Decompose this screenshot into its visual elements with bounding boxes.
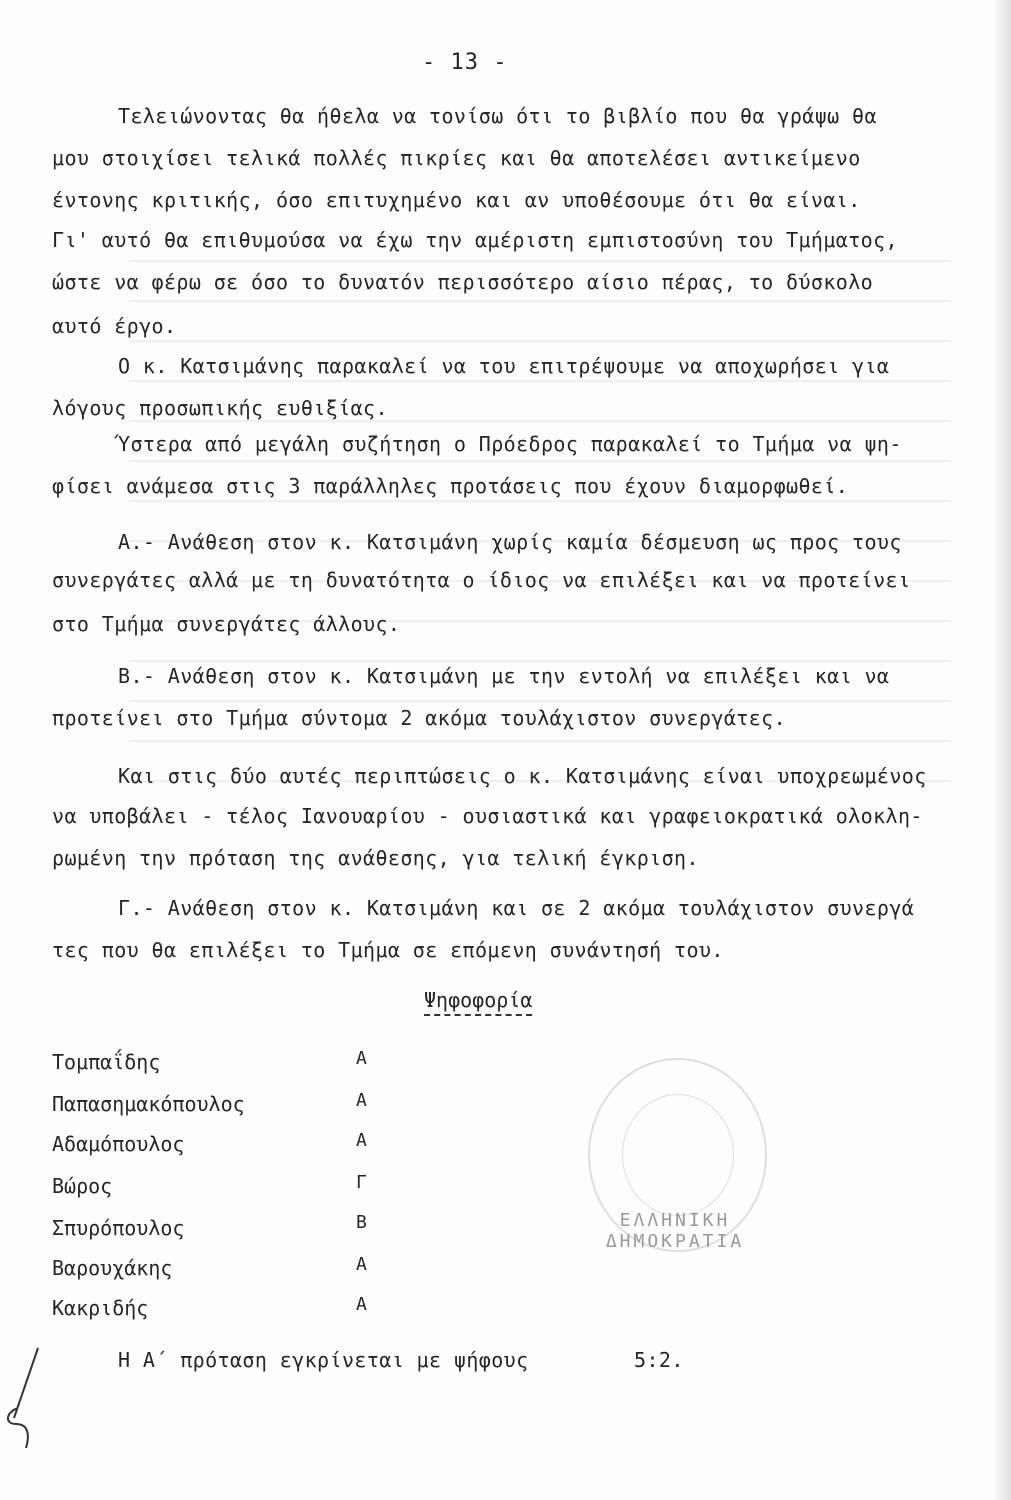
text-line: τες που θα επιλέξει το Τμήμα σε επόμενη συνάντησή του.	[52, 938, 724, 962]
voter-name: Βώρος	[52, 1174, 113, 1198]
text-line: Τελειώνοντας θα ήθελα να τονίσω ότι το βιβλίο που θα γράψω θα	[118, 104, 877, 128]
text-line: στο Τμήμα συνεργάτες άλλους.	[52, 612, 401, 636]
text-line: προτείνει στο Τμήμα σύντομα 2 ακόμα τουλάχιστον συνεργάτες.	[52, 706, 787, 730]
text-line: λόγους προσωπικής ευθιξίας.	[52, 396, 388, 420]
result-text: Η Α΄ πρόταση εγκρίνεται με ψήφους	[118, 1348, 529, 1372]
voter-name: Βαρουχάκης	[52, 1256, 173, 1280]
voter-vote: Α	[356, 1254, 367, 1275]
proposal-b-line: Β.- Ανάθεση στον κ. Κατσιμάνη με την εντολή να επιλέξει και να	[118, 664, 890, 688]
text-line: Ο κ. Κατσιμάνης παρακαλεί να του επιτρέψουμε να αποχωρήσει για	[118, 354, 890, 378]
voter-name: Τομπαΐδης	[52, 1050, 161, 1074]
text-line: Ύστερα από μεγάλη συζήτηση ο Πρόεδρος παρακαλεί το Τμήμα να ψη-	[118, 432, 902, 456]
voter-name: Κακριδής	[52, 1296, 149, 1320]
text-line: Γι' αυτό θα επιθυμούσα να έχω την αμέριστη εμπιστοσύνη του Τμήματος,	[52, 228, 898, 252]
proposal-c-line: Γ.- Ανάθεση στον κ. Κατσιμάνη και σε 2 ακόμα τουλάχιστον συνεργά	[118, 896, 915, 920]
voter-vote: Β	[356, 1212, 367, 1233]
text-line: ρωμένη την πρόταση της ανάθεσης, για τελική έγκριση.	[52, 846, 699, 870]
voter-vote: Α	[356, 1130, 367, 1151]
text-line: να υποβάλει - τέλος Ιανουαρίου - ουσιαστικά και γραφειοκρατικά ολοκλη-	[52, 804, 923, 828]
text-line: Και στις δύο αυτές περιπτώσεις ο κ. Κατσιμάνης είναι υποχρεωμένος	[118, 764, 927, 788]
text-line: ώστε να φέρω σε όσο το δυνατόν περισσότερο αίσιο πέρας, το δύσκολο	[52, 270, 874, 294]
voter-name: Αδαμόπουλος	[52, 1132, 185, 1156]
voter-name: Σπυρόπουλος	[52, 1216, 185, 1240]
seal-inner-ring	[622, 1094, 734, 1216]
text-line: αυτό έργο.	[52, 314, 177, 338]
text-line: έντονης κριτικής, όσο επιτυχημένο και αν υποθέσουμε ότι θα είναι.	[52, 188, 861, 212]
result-score: 5:2.	[634, 1348, 684, 1372]
margin-pen-mark	[0, 1340, 60, 1450]
seal-text: ΕΛΛΗΝΙΚΗ ΔΗΜΟΚΡΑΤΙΑ	[605, 1210, 745, 1252]
voter-vote: Α	[356, 1048, 367, 1069]
page-number: - 13 -	[422, 50, 508, 75]
voter-name: Παπασημακόπουλος	[52, 1092, 245, 1116]
voter-vote: Γ	[356, 1172, 367, 1193]
vote-heading: Ψηφοφορία	[424, 988, 532, 1016]
voter-vote: Α	[356, 1090, 367, 1111]
page-edge-shadow	[995, 0, 1011, 1500]
text-line: μου στοιχίσει τελικά πολλές πικρίες και θα αποτελέσει αντικείμενο	[52, 146, 861, 170]
text-line: φίσει ανάμεσα στις 3 παράλληλες προτάσεις που έχουν διαμορφωθεί.	[52, 474, 849, 498]
proposal-a-line: Α.- Ανάθεση στον κ. Κατσιμάνη χωρίς καμία δέσμευση ως προς τους	[118, 530, 902, 554]
text-line: συνεργάτες αλλά με τη δυνατότητα ο ίδιος να επιλέξει και να προτείνει	[52, 568, 911, 592]
voter-vote: Α	[356, 1294, 367, 1315]
